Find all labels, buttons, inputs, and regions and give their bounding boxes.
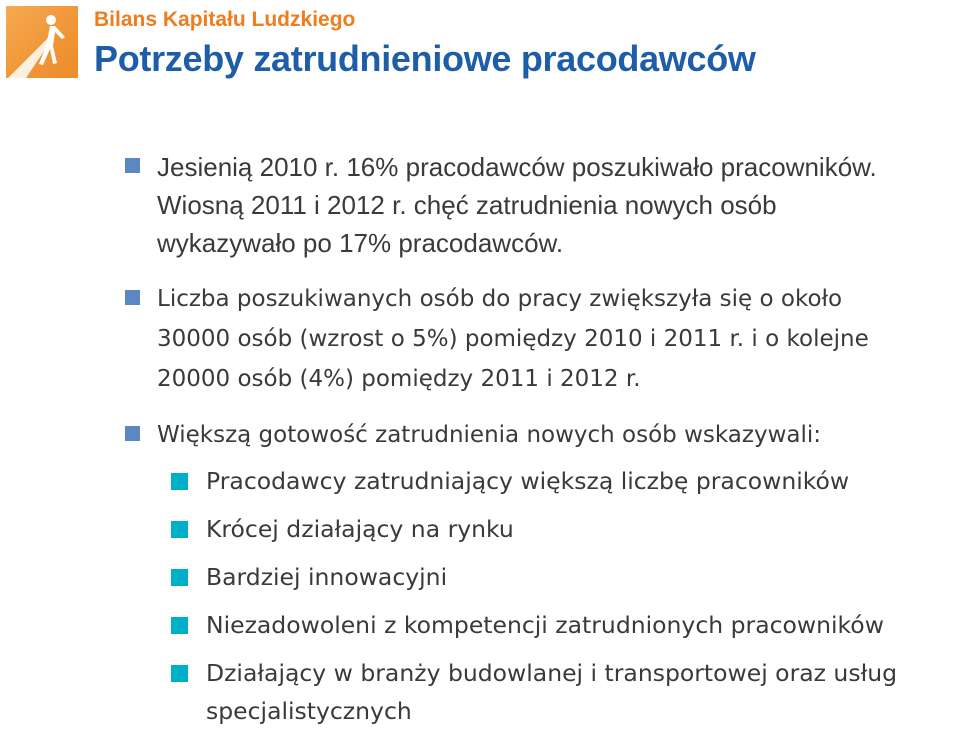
sub-bullet-square-icon — [171, 569, 188, 586]
bullet-1-line-1: Jesienią 2010 r. 16% pracodawców poszukiwało pracowników. — [157, 152, 877, 182]
sub-bullet-5-line-1: Działający w branży budowlanej i transportowej oraz usług — [206, 659, 898, 687]
bullet-square-icon — [125, 290, 140, 305]
sub-bullet-1: Pracodawcy zatrudniający większą liczbę pracowników — [206, 467, 850, 495]
brand-name: Bilans Kapitału Ludzkiego — [94, 8, 356, 31]
bullet-1-line-3: wykazywało po 17% pracodawców. — [157, 228, 564, 258]
sub-bullet-2: Krócej działający na rynku — [206, 515, 514, 543]
bullet-3-line-1: Większą gotowość zatrudnienia nowych osób wskazywali: — [157, 422, 822, 448]
sub-bullet-3: Bardziej innowacyjni — [206, 563, 448, 591]
sub-bullet-square-icon — [171, 617, 188, 634]
bullet-square-icon — [125, 158, 140, 173]
bullet-2-line-2: 30000 osób (wzrost o 5%) pomiędzy 2010 i 2011 r. i o kolejne — [157, 326, 869, 352]
page-title: Potrzeby zatrudnieniowe pracodawców — [94, 38, 756, 79]
sub-bullet-square-icon — [171, 521, 188, 538]
sub-bullet-square-icon — [171, 665, 188, 682]
bullet-square-icon — [125, 426, 140, 441]
sub-bullet-5-line-2: specjalistycznych — [206, 697, 412, 725]
bullet-1-line-2: Wiosną 2011 i 2012 r. chęć zatrudnienia nowych osób — [157, 190, 777, 220]
bullet-2-line-1: Liczba poszukiwanych osób do pracy zwiększyła się o około — [157, 286, 843, 312]
sub-bullet-4: Niezadowoleni z kompetencji zatrudnionych pracowników — [206, 611, 884, 639]
bullet-2-line-3: 20000 osób (4%) pomiędzy 2011 i 2012 r. — [157, 366, 641, 392]
sub-bullet-square-icon — [171, 473, 188, 490]
person-walking-logo-icon — [6, 6, 78, 78]
